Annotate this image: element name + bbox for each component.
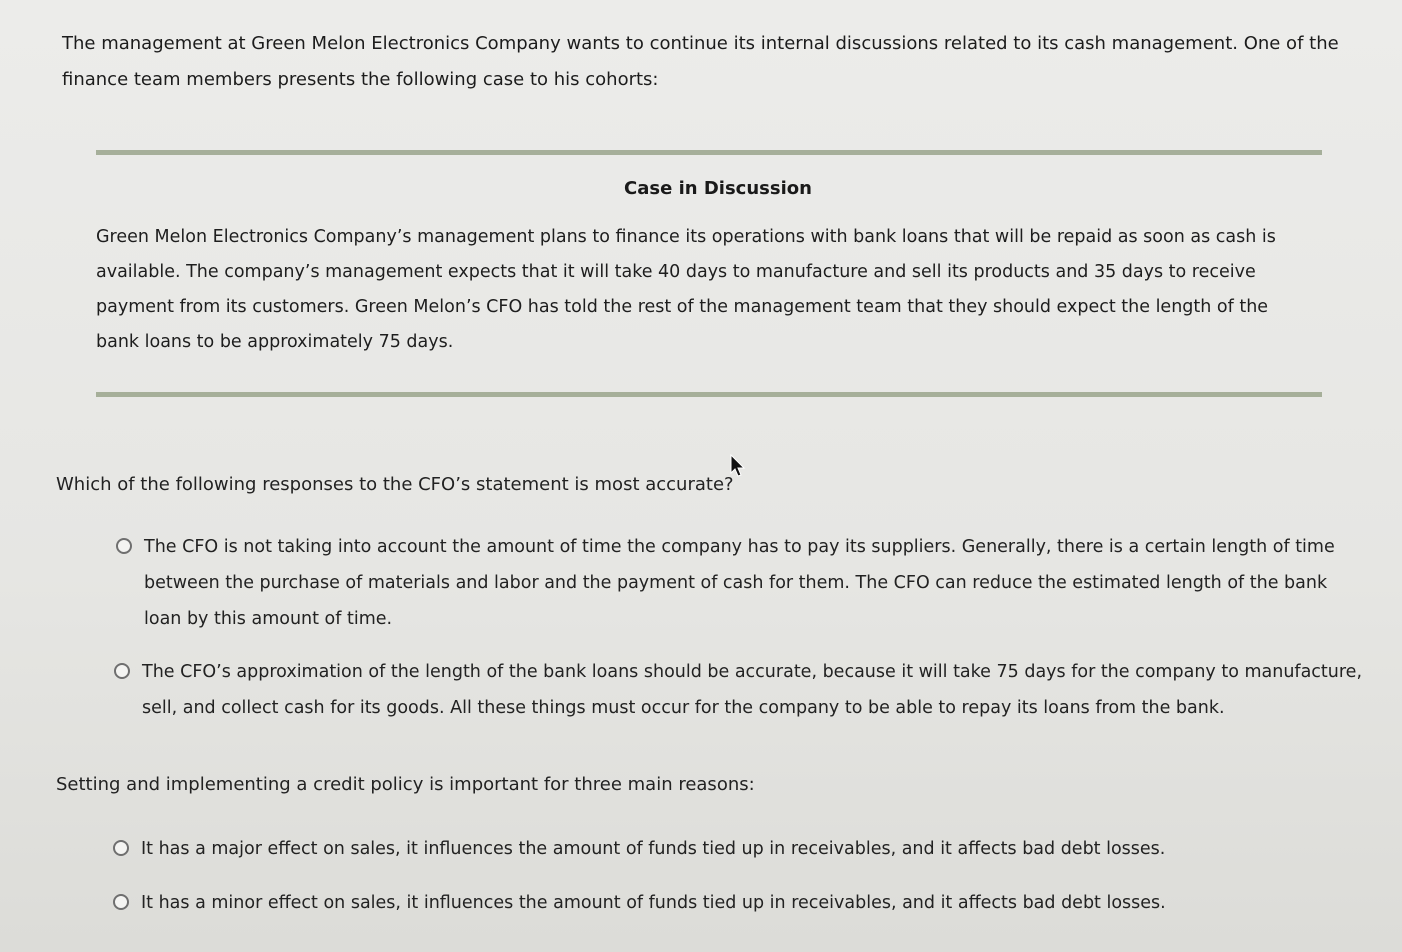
question-2-option-1[interactable] <box>113 831 1373 867</box>
radio-button-icon[interactable] <box>116 538 132 554</box>
case-body: Green Melon Electronics Company’s management plans to finance its operations with bank loans that will be repaid as soon as cash is available. The company’s management expects that it will take 40 days to manufacture and sell its products and 35 days to receive payment from its customers. Green Melon’s CFO has told the rest of the management team that they should expect the length of the bank loans to be approximately 75 days. <box>96 227 1276 352</box>
radio-button-icon[interactable] <box>114 663 130 679</box>
radio-button-icon[interactable] <box>113 840 129 856</box>
option-label: The CFO is not taking into account the amount of time the company has to pay its suppliers. Generally, there is a certain length of time between the purchase of materials and labor and the payment of cash for them. The CFO can reduce the estimated length of the bank loan by this amount of time. <box>144 537 1335 629</box>
option-label: The CFO’s approximation of the length of the bank loans should be accurate, because it will take 75 days for the company to manufacture, sell, and collect cash for its goods. All these things must occur for the company to be able to repay its loans from the bank. <box>142 662 1363 718</box>
question-1-prompt: Which of the following responses to the CFO’s statement is most accurate? <box>56 474 734 495</box>
case-divider-top <box>96 150 1322 155</box>
question-2-prompt: Setting and implementing a credit policy is important for three main reasons: <box>56 774 755 795</box>
case-title: Case in Discussion <box>624 178 812 199</box>
mouse-pointer-icon <box>729 454 747 478</box>
case-divider-bottom <box>96 392 1322 397</box>
intro-paragraph: The management at Green Melon Electronics Company wants to continue its internal discussions related to its cash management. One of the finance team members presents the following case to his cohorts: <box>62 33 1339 90</box>
question-1-option-1[interactable] <box>116 529 1366 637</box>
question-2-option-2[interactable] <box>113 885 1373 921</box>
radio-button-icon[interactable] <box>113 894 129 910</box>
question-1-option-2[interactable] <box>114 654 1384 726</box>
option-label: It has a major effect on sales, it influences the amount of funds tied up in receivables, and it affects bad debt losses. <box>141 839 1166 859</box>
option-label: It has a minor effect on sales, it influences the amount of funds tied up in receivables, and it affects bad debt losses. <box>141 893 1166 913</box>
